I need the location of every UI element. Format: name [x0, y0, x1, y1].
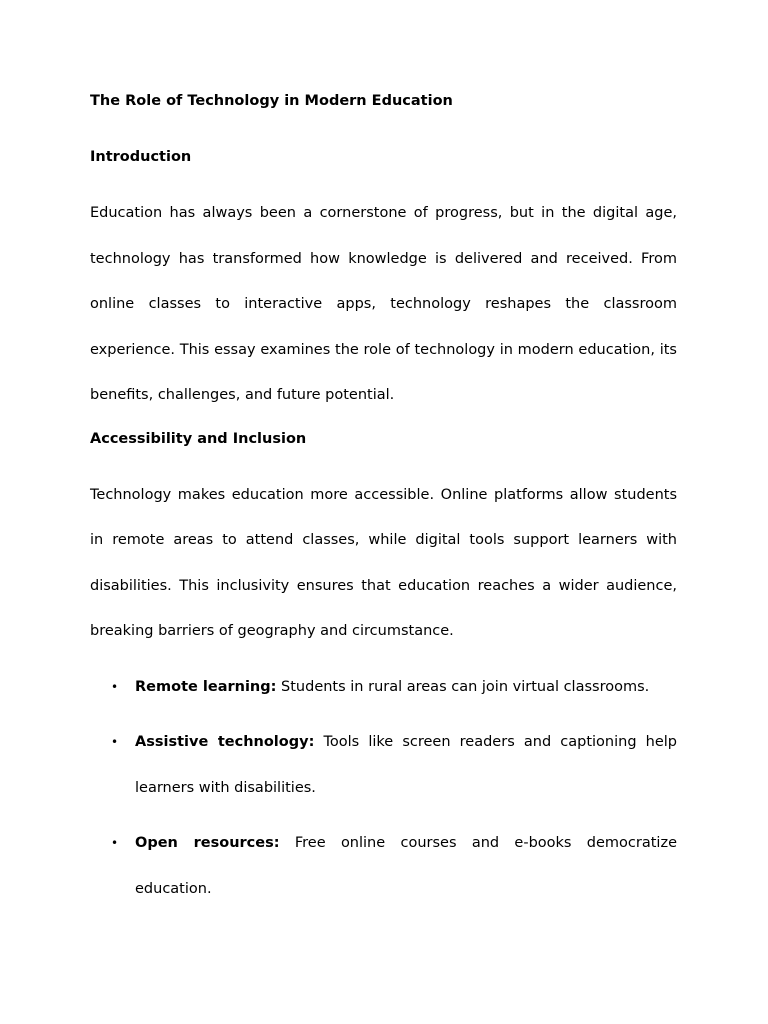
list-item [90, 665, 677, 711]
accessibility-paragraph: Technology makes education more accessible. Online platforms allow students in remote areas to attend classes, while digital tools support learners with disabilities. This inclusivity ensures that education reaches a wider audience, breaking barriers of geography and circumstance. [90, 486, 677, 639]
bullet-icon: • [111, 836, 119, 850]
list-item [90, 821, 677, 912]
bullet-text: Free online courses and e-books democratize education. [135, 835, 677, 897]
bullet-list [90, 665, 677, 913]
introduction-paragraph: Education has always been a cornerstone of progress, but in the digital age, technology has transformed how knowledge is delivered and received. From online classes to interactive apps, technology reshapes the classroom experience. This essay examines the role of technology in modern education, its benefits, challenges, and future potential. [90, 205, 677, 403]
bullet-term: Remote learning: [135, 678, 277, 695]
bullet-term: Open resources: [135, 835, 280, 851]
section-heading-introduction: Introduction [90, 149, 192, 165]
bullet-term: Assistive technology: [135, 734, 315, 750]
document-body [90, 91, 677, 922]
bullet-text: Students in rural areas can join virtual classrooms. [276, 678, 650, 695]
section-heading-accessibility: Accessibility and Inclusion [90, 430, 307, 447]
bullet-icon: • [111, 679, 119, 694]
list-item [90, 720, 677, 811]
bullet-text: Tools like screen readers and captioning help learners with disabilities. [135, 734, 677, 796]
bullet-icon: • [111, 735, 119, 749]
document-title: The Role of Technology in Modern Education [90, 93, 453, 109]
